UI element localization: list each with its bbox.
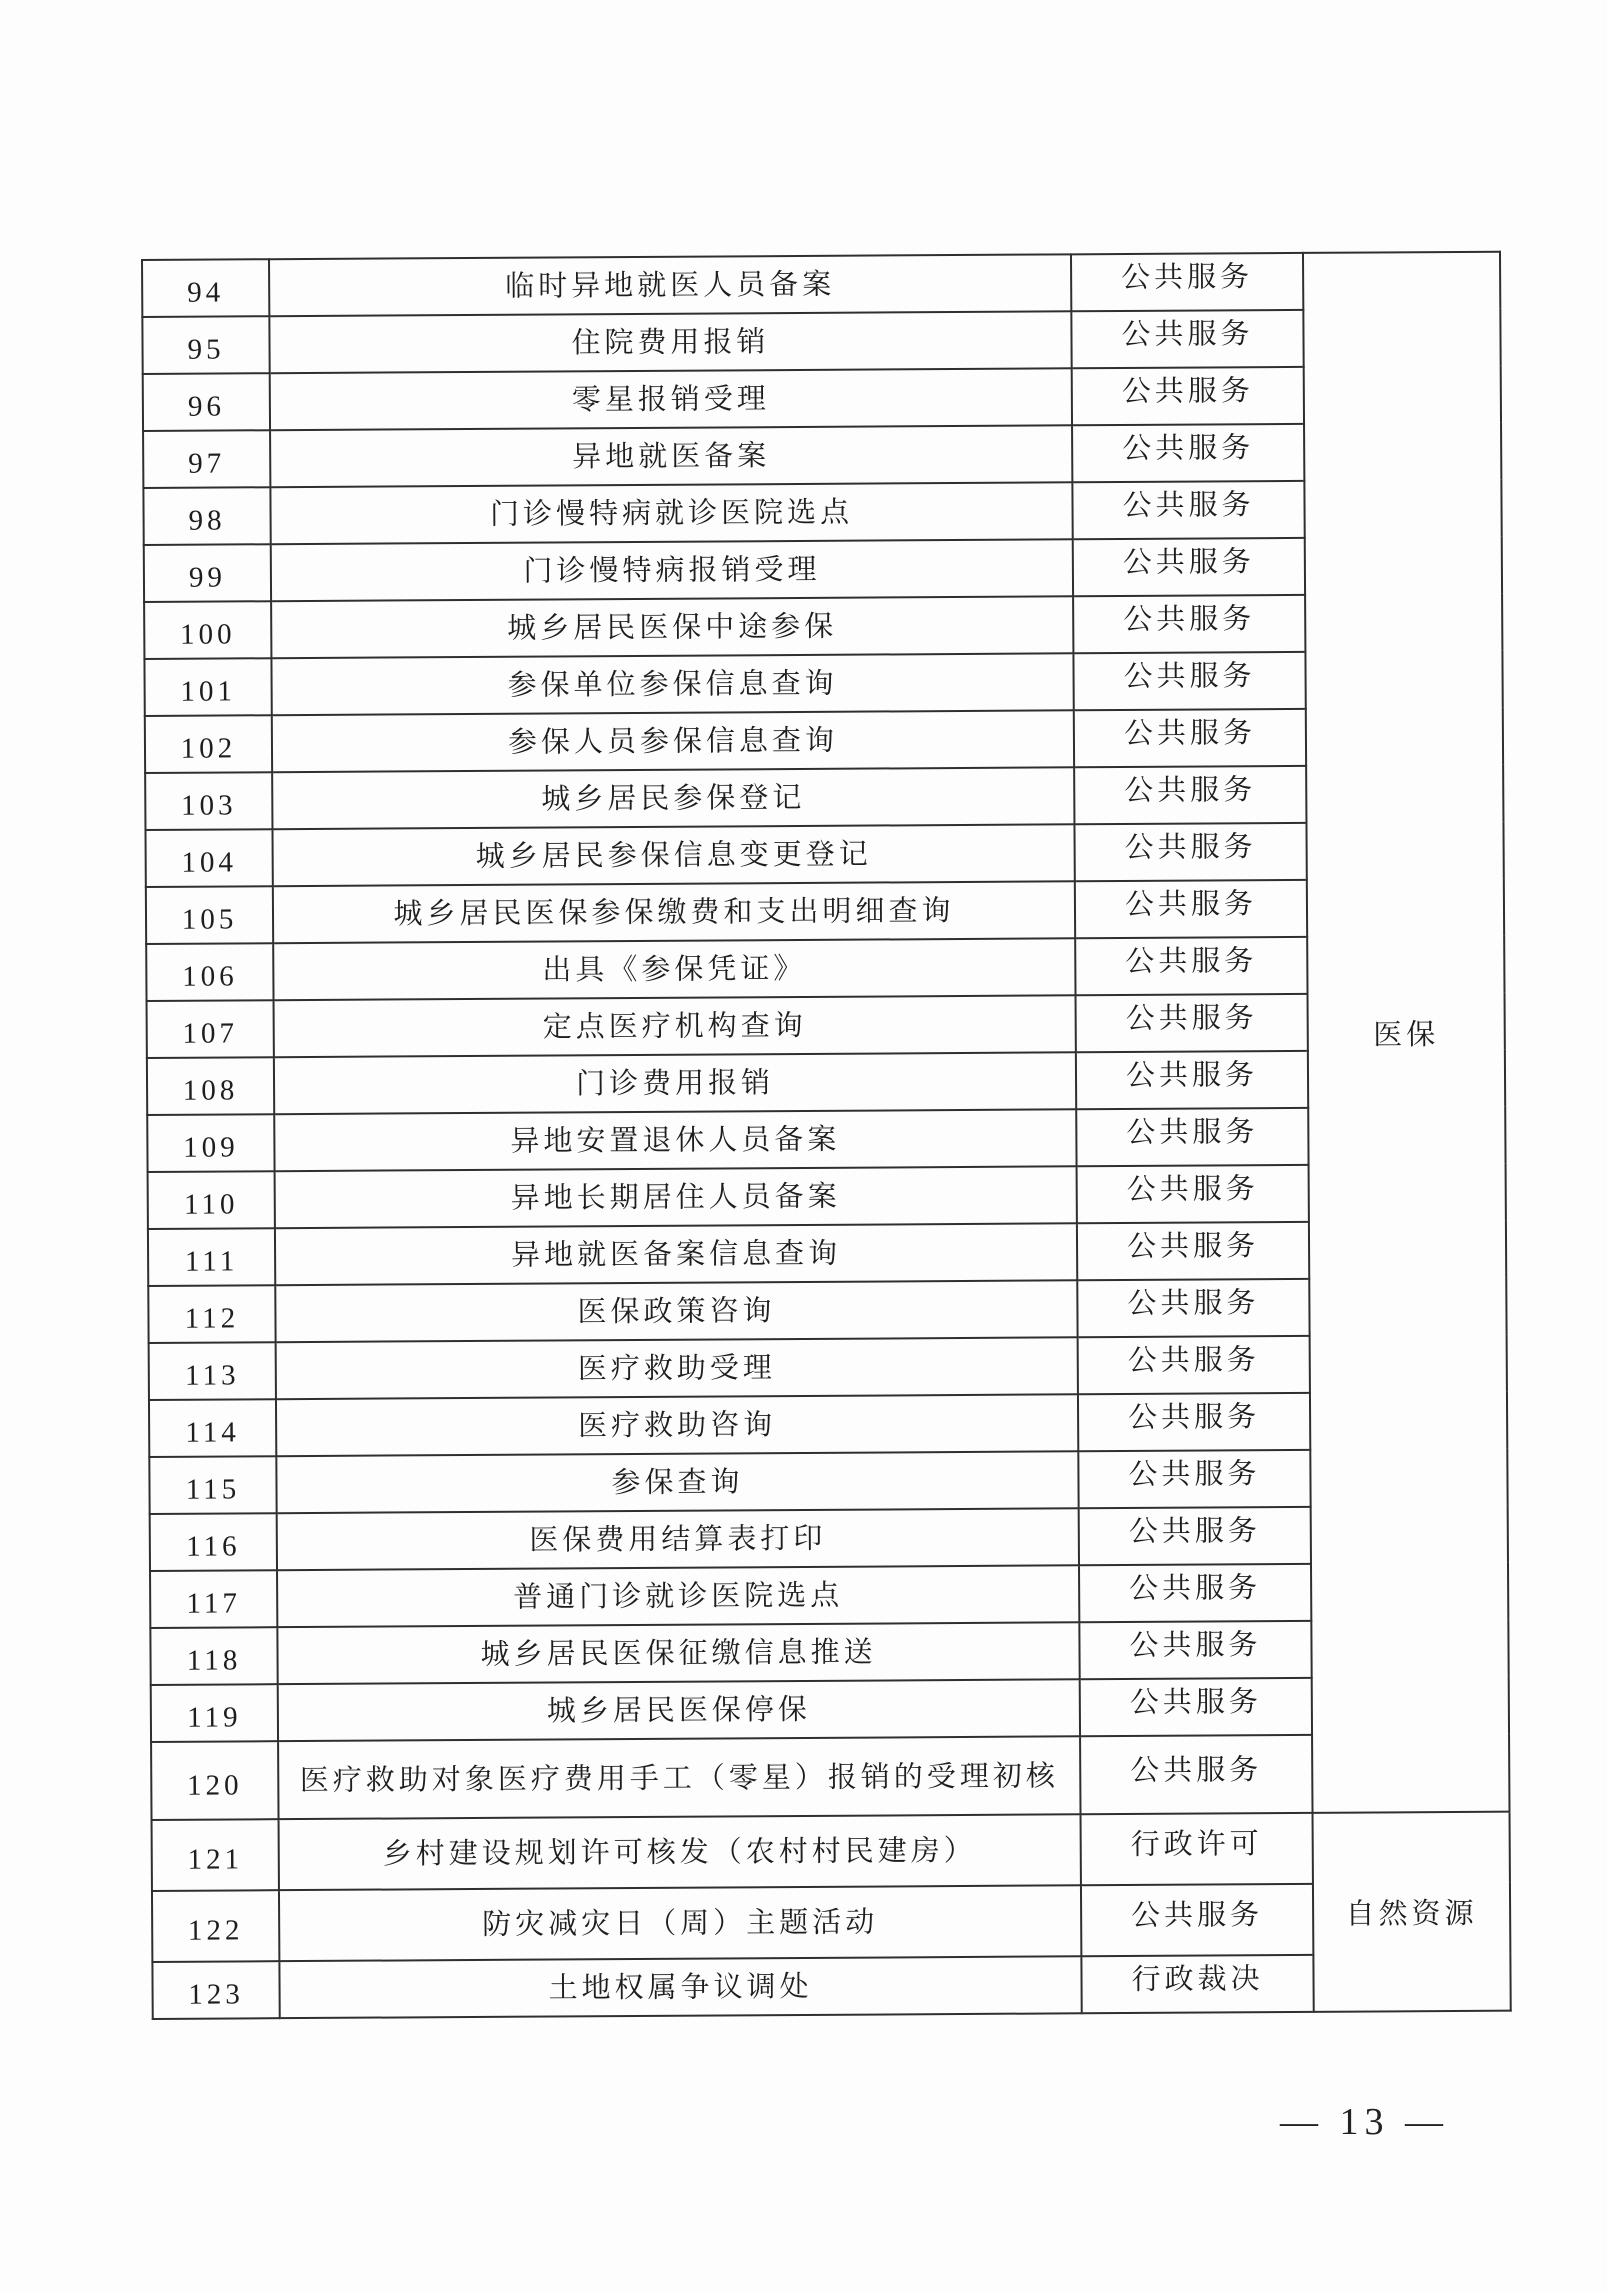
service-name-cell: 住院费用报销 — [269, 311, 1071, 373]
row-number-cell: 112 — [148, 1285, 275, 1343]
service-name-cell: 异地就医备案 — [270, 425, 1072, 487]
service-type-cell: 公共服务 — [1079, 1621, 1311, 1679]
table-row — [146, 879, 1504, 944]
service-type-cell: 公共服务 — [1076, 994, 1308, 1052]
service-name-cell: 门诊慢特病报销受理 — [271, 539, 1073, 601]
table-row — [147, 1107, 1505, 1172]
service-item-table — [141, 251, 1512, 2020]
row-number-cell: 103 — [145, 772, 272, 830]
service-table-container — [141, 251, 1502, 2020]
table-row — [150, 1506, 1508, 1571]
table-row — [148, 1221, 1506, 1286]
row-number-cell: 116 — [150, 1513, 277, 1571]
service-type-cell: 公共服务 — [1072, 367, 1304, 425]
table-row — [144, 594, 1502, 659]
row-number-cell: 121 — [152, 1819, 279, 1891]
service-type-cell: 公共服务 — [1077, 1279, 1309, 1337]
service-type-cell: 公共服务 — [1075, 880, 1307, 938]
row-number-cell: 113 — [149, 1342, 276, 1400]
service-type-cell: 公共服务 — [1079, 1507, 1311, 1565]
service-type-cell: 行政许可 — [1081, 1813, 1313, 1885]
row-number-cell: 114 — [149, 1399, 276, 1457]
table-row — [143, 480, 1501, 545]
service-name-cell: 医保政策咨询 — [275, 1280, 1077, 1342]
table-row — [152, 1812, 1510, 1891]
row-number-cell: 107 — [147, 1000, 274, 1058]
table-row — [143, 423, 1501, 488]
service-name-cell: 出具《参保凭证》 — [273, 938, 1075, 1000]
service-name-cell: 门诊慢特病就诊医院选点 — [270, 482, 1072, 544]
service-name-cell: 异地安置退休人员备案 — [274, 1109, 1076, 1171]
service-type-cell: 行政裁决 — [1081, 1955, 1313, 2013]
service-name-cell: 定点医疗机构查询 — [274, 995, 1076, 1057]
page-number: — 13 — — [1280, 2101, 1449, 2143]
service-name-cell: 城乡居民医保征缴信息推送 — [277, 1622, 1079, 1684]
service-name-cell: 城乡居民医保停保 — [278, 1679, 1080, 1741]
table-row — [151, 1734, 1509, 1820]
table-row — [149, 1449, 1507, 1514]
service-type-cell: 公共服务 — [1077, 1165, 1309, 1223]
row-number-cell: 111 — [148, 1228, 275, 1286]
department-cell-natural-resources: 自然资源 — [1313, 1812, 1511, 2012]
service-type-cell: 公共服务 — [1071, 253, 1303, 311]
service-type-cell: 公共服务 — [1072, 424, 1304, 482]
service-type-cell: 公共服务 — [1074, 823, 1306, 881]
service-name-cell: 乡村建设规划许可核发（农村村民建房） — [279, 1814, 1081, 1890]
row-number-cell: 94 — [142, 259, 269, 317]
table-row — [142, 252, 1500, 317]
service-type-cell: 公共服务 — [1078, 1450, 1310, 1508]
table-row — [149, 1392, 1507, 1457]
service-name-cell: 医疗救助咨询 — [276, 1394, 1078, 1456]
service-type-cell: 公共服务 — [1074, 709, 1306, 767]
table-row — [145, 765, 1503, 830]
service-type-cell: 公共服务 — [1075, 937, 1307, 995]
service-name-cell: 参保查询 — [276, 1451, 1078, 1513]
service-name-cell: 医疗救助对象医疗费用手工（零星）报销的受理初核 — [278, 1736, 1080, 1819]
table-row — [143, 366, 1501, 431]
row-number-cell: 98 — [143, 487, 270, 545]
service-type-cell: 公共服务 — [1080, 1678, 1312, 1736]
row-number-cell: 120 — [151, 1741, 278, 1820]
service-name-cell: 零星报销受理 — [270, 368, 1072, 430]
service-type-cell: 公共服务 — [1077, 1222, 1309, 1280]
service-type-cell: 公共服务 — [1080, 1735, 1312, 1814]
row-number-cell: 102 — [145, 715, 272, 773]
table-row — [152, 1954, 1510, 2019]
service-name-cell: 城乡居民参保信息变更登记 — [272, 824, 1074, 886]
table-row — [148, 1164, 1506, 1229]
service-type-cell: 公共服务 — [1073, 652, 1305, 710]
table-row — [151, 1677, 1509, 1742]
service-name-cell: 参保单位参保信息查询 — [271, 653, 1073, 715]
service-type-cell: 公共服务 — [1071, 310, 1303, 368]
table-row — [147, 1050, 1505, 1115]
service-name-cell: 土地权属争议调处 — [279, 1956, 1081, 2018]
service-type-cell: 公共服务 — [1079, 1564, 1311, 1622]
service-type-cell: 公共服务 — [1081, 1884, 1313, 1956]
service-type-cell: 公共服务 — [1076, 1051, 1308, 1109]
row-number-cell: 122 — [152, 1890, 279, 1962]
table-row — [150, 1620, 1508, 1685]
service-name-cell: 门诊费用报销 — [274, 1052, 1076, 1114]
table-row — [146, 936, 1504, 1001]
table-row — [145, 708, 1503, 773]
table-row — [144, 651, 1502, 716]
row-number-cell: 101 — [144, 658, 271, 716]
service-type-cell: 公共服务 — [1073, 595, 1305, 653]
row-number-cell: 119 — [151, 1684, 278, 1742]
row-number-cell: 97 — [143, 430, 270, 488]
row-number-cell: 104 — [145, 829, 272, 887]
service-type-cell: 公共服务 — [1078, 1393, 1310, 1451]
table-row — [150, 1563, 1508, 1628]
row-number-cell: 108 — [147, 1057, 274, 1115]
table-row — [152, 1883, 1510, 1962]
row-number-cell: 115 — [149, 1456, 276, 1514]
row-number-cell: 118 — [150, 1627, 277, 1685]
table-row — [144, 537, 1502, 602]
table-row — [145, 822, 1503, 887]
service-name-cell: 医保费用结算表打印 — [277, 1508, 1079, 1570]
service-name-cell: 普通门诊就诊医院选点 — [277, 1565, 1079, 1627]
row-number-cell: 106 — [146, 943, 273, 1001]
row-number-cell: 96 — [143, 373, 270, 431]
table-row — [149, 1335, 1507, 1400]
service-type-cell: 公共服务 — [1074, 766, 1306, 824]
service-name-cell: 异地就医备案信息查询 — [275, 1223, 1077, 1285]
row-number-cell: 117 — [150, 1570, 277, 1628]
department-cell-medical-insurance: 医保 — [1303, 252, 1510, 1813]
service-type-cell: 公共服务 — [1078, 1336, 1310, 1394]
row-number-cell: 105 — [146, 886, 273, 944]
service-type-cell: 公共服务 — [1073, 538, 1305, 596]
row-number-cell: 110 — [148, 1171, 275, 1229]
service-name-cell: 临时异地就医人员备案 — [269, 254, 1071, 316]
service-name-cell: 参保人员参保信息查询 — [272, 710, 1074, 772]
service-name-cell: 防灾减灾日（周）主题活动 — [279, 1885, 1081, 1961]
service-name-cell: 城乡居民医保中途参保 — [271, 596, 1073, 658]
row-number-cell: 100 — [144, 601, 271, 659]
service-name-cell: 城乡居民医保参保缴费和支出明细查询 — [273, 881, 1075, 943]
service-type-cell: 公共服务 — [1072, 481, 1304, 539]
service-name-cell: 异地长期居住人员备案 — [275, 1166, 1077, 1228]
row-number-cell: 109 — [147, 1114, 274, 1172]
row-number-cell: 99 — [144, 544, 271, 602]
row-number-cell: 123 — [152, 1961, 279, 2019]
table-row — [142, 309, 1500, 374]
table-row — [148, 1278, 1506, 1343]
table-row — [147, 993, 1505, 1058]
service-name-cell: 城乡居民参保登记 — [272, 767, 1074, 829]
row-number-cell: 95 — [142, 316, 269, 374]
service-type-cell: 公共服务 — [1076, 1108, 1308, 1166]
service-name-cell: 医疗救助受理 — [276, 1337, 1078, 1399]
